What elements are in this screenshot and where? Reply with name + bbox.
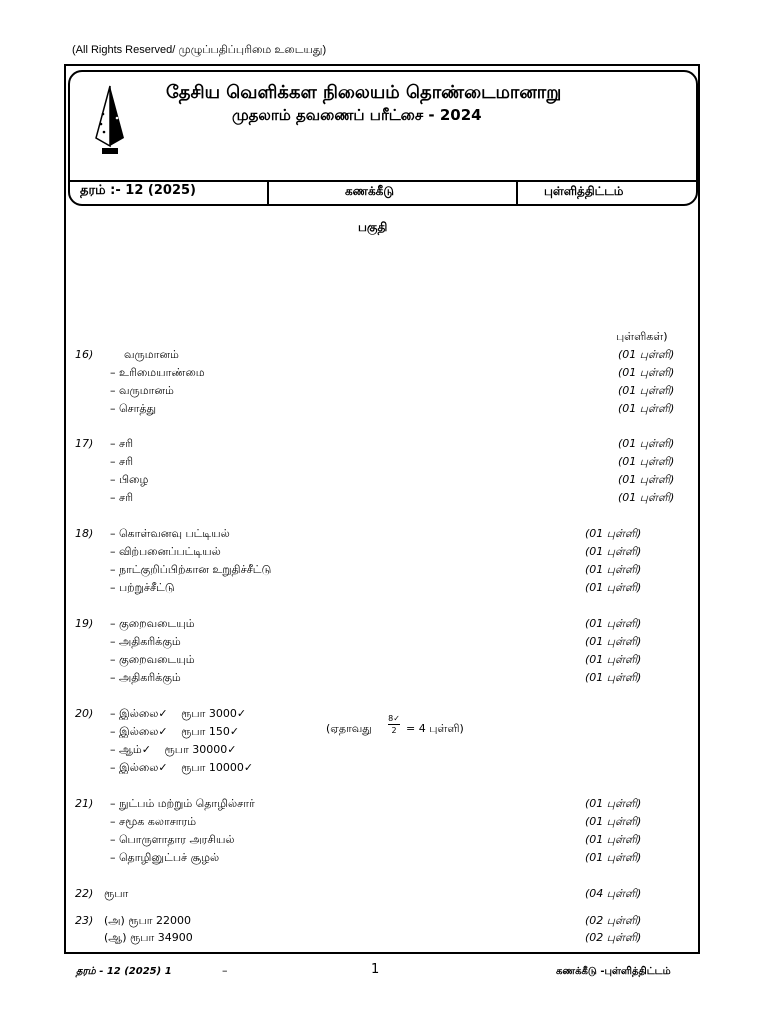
mark-label: (01 புள்ளி) — [618, 402, 675, 415]
footer-dash: – — [222, 964, 228, 977]
header-divider — [68, 180, 698, 182]
check-mark-icon: ✓ — [229, 725, 240, 738]
answer-line: – பொருளாதார அரசியல் — [110, 833, 235, 846]
mark-label: (01 புள்ளி) — [618, 437, 675, 450]
answer-line — [110, 761, 253, 776]
mark-label: (01 புள்ளி) — [585, 563, 642, 576]
mark-label: (01 புள்ளி) — [618, 473, 675, 486]
check-mark-icon: ✓ — [227, 743, 237, 756]
answer-line: – பற்றுச்சீட்டு — [110, 581, 175, 594]
answer-line: – குறைவடையும் — [110, 617, 195, 630]
answer-line: – வருமானம் — [110, 384, 174, 397]
question-number: 16) — [75, 348, 94, 361]
fraction-bar — [388, 724, 400, 725]
check-mark-icon: ✓ — [141, 743, 151, 756]
answer-line: – குறைவடையும் — [110, 653, 195, 666]
answer-line: (அ) ரூபா 22000 — [104, 914, 192, 927]
answer-line — [110, 743, 236, 758]
check-mark-icon: ✓ — [393, 714, 400, 723]
mark-label: (04 புள்ளி) — [585, 887, 642, 900]
answer-line: ரூபா — [104, 887, 129, 900]
question-number: 23) — [75, 914, 94, 927]
page-number: 1 — [371, 962, 380, 977]
answer-line: – பிழை — [110, 473, 149, 486]
check-mark-icon: ✓ — [158, 761, 168, 774]
marks-heading: புள்ளிகள்) — [616, 330, 668, 343]
answer-line: – நுட்பம் மற்றும் தொழில்சார் — [110, 797, 255, 810]
answer-text: – இல்லை — [110, 725, 159, 738]
mark-label: (01 புள்ளி) — [585, 833, 642, 846]
fraction-numerator — [388, 714, 400, 723]
header-separator — [516, 180, 518, 204]
answer-line: – தொழினுட்பச் சூழல் — [110, 851, 220, 864]
mark-label: (01 புள்ளி) — [585, 653, 642, 666]
mark-label: (02 புள்ளி) — [585, 914, 642, 927]
mark-label: (01 புள்ளி) — [618, 366, 675, 379]
mark-label: (01 புள்ளி) — [585, 671, 642, 684]
institute-name: தேசிய வெளிக்கள நிலையம் தொண்டைமானாறு — [166, 82, 562, 103]
institute-logo-icon — [88, 84, 132, 160]
question-number: 19) — [75, 617, 94, 630]
mark-label: (01 புள்ளி) — [585, 851, 642, 864]
mark-label: (01 புள்ளி) — [618, 491, 675, 504]
answer-line: – விற்பனைப்பட்டியல் — [110, 545, 221, 558]
amount-text: ரூபா 30000 — [164, 743, 228, 756]
mark-label: (01 புள்ளி) — [585, 581, 642, 594]
check-mark-icon: ✓ — [236, 707, 247, 720]
question-number: 20) — [75, 707, 94, 720]
mark-label: (01 புள்ளி) — [585, 635, 642, 648]
answer-text: – இல்லை — [110, 707, 159, 720]
mark-label: (01 புள்ளி) — [585, 815, 642, 828]
answer-text: – ஆம் — [110, 743, 142, 756]
footer-subject: கணக்கீடு -புள்ளித்திட்டம் — [556, 966, 671, 977]
question-number: 21) — [75, 797, 94, 810]
answer-line: – நாட்குறிப்பிற்கான உறுதிச்சீட்டு — [110, 563, 272, 576]
numerator-value: 8 — [388, 714, 394, 723]
check-mark-icon: ✓ — [243, 761, 254, 774]
marking-scheme-label: புள்ளித்திட்டம் — [544, 184, 624, 198]
header-separator — [267, 180, 269, 204]
mark-label: (01 புள்ளி) — [618, 455, 675, 468]
fraction-denominator: 2 — [391, 726, 397, 735]
answer-line — [110, 707, 246, 722]
answer-line: (ஆ) ரூபா 34900 — [104, 931, 193, 944]
footer-grade: தரம் - 12 (2025) 1 — [76, 966, 172, 977]
check-mark-icon: ✓ — [158, 707, 168, 720]
amount-text: ரூபா 10000 — [181, 761, 244, 774]
answer-line: – சரி — [110, 437, 134, 450]
mark-label: (01 புள்ளி) — [585, 617, 642, 630]
check-mark-icon: ✓ — [158, 725, 168, 738]
part-label: பகுதி — [358, 220, 388, 234]
amount-text: ரூபா 150 — [181, 725, 230, 738]
exam-title: முதலாம் தவணைப் பரீட்சை - 2024 — [232, 106, 482, 124]
mark-label: (01 புள்ளி) — [585, 797, 642, 810]
mark-label: (01 புள்ளி) — [585, 527, 642, 540]
answer-line: – சமூக கலாசாரம் — [110, 815, 197, 828]
answer-line: – அதிகரிக்கும் — [110, 635, 181, 648]
mark-label: (02 புள்ளி) — [585, 931, 642, 944]
question-number: 17) — [75, 437, 94, 450]
note-prefix: (ஏதாவது — [326, 722, 372, 735]
question-number: 22) — [75, 887, 94, 900]
amount-text: ரூபா 3000 — [181, 707, 237, 720]
answer-line: – கொள்வனவு பட்டியல் — [110, 527, 230, 540]
fraction — [388, 714, 400, 735]
answer-line: – அதிகரிக்கும் — [110, 671, 181, 684]
note-suffix: = 4 புள்ளி) — [406, 722, 464, 735]
answer-line: – சொத்து — [110, 402, 157, 415]
mark-label: (01 புள்ளி) — [618, 384, 675, 397]
answer-line — [110, 725, 239, 740]
question-number: 18) — [75, 527, 94, 540]
answer-line: – உரிமையாண்மை — [110, 366, 205, 379]
answer-line: – சரி — [110, 491, 134, 504]
answer-line: – சரி — [110, 455, 134, 468]
subject-label: கணக்கீடு — [345, 184, 395, 198]
mark-label: (01 புள்ளி) — [618, 348, 675, 361]
mark-label: (01 புள்ளி) — [585, 545, 642, 558]
answer-text: – இல்லை — [110, 761, 159, 774]
answer-line: வருமானம் — [124, 348, 179, 361]
rights-notice: (All Rights Reserved/ முழுப்பதிப்புரிமை உடையது) — [72, 44, 327, 56]
grade-label: தரம் :- 12 (2025) — [80, 183, 196, 198]
